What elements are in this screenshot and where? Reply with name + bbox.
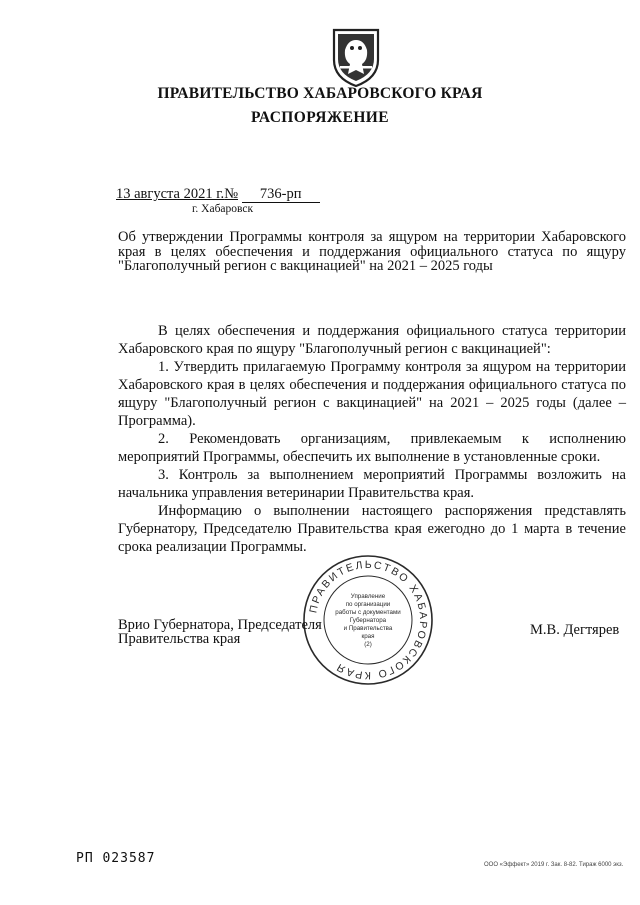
signatory-position [118,618,322,646]
paragraph-2: 2. Рекомендовать организациям, привлекаемым к исполнению мероприятий Программы, обеспечить их выполнение в установленные сроки. [118,431,626,465]
stamp-line-2: по организации [345,601,391,608]
document-body [118,322,626,556]
date-number-line [116,186,320,203]
form-serial-number: РП 023587 [76,851,156,866]
document-number: 736-рп [242,187,320,203]
signatory-name: М.В. Дегтярев [530,622,620,638]
stamp-line-4: Губернатора [349,617,387,624]
position-line-1: Врио Губернатора, Председателя [118,617,322,633]
position-line-2: Правительства края [118,631,241,647]
government-title: ПРАВИТЕЛЬСТВО ХАБАРОВСКОГО КРАЯ [157,85,483,102]
document-type: РАСПОРЯЖЕНИЕ [250,109,390,126]
stamp-line-6: края [361,633,375,640]
city: г. Хабаровск [192,203,254,215]
stamp-line-3: работы с документами [335,609,401,616]
stamp-line-5: и Правительства [343,625,393,632]
document-subject: Об утверждении Программы контроля за ящуром на территории Хабаровского края в целях обеспечения и поддержания официального статуса по ящуру "Благополучный регион с вакцинацией" на 2021 – 2025 годы [118,229,626,274]
number-sign: № [224,186,239,202]
document-date: 13 августа 2021 г. [116,186,225,202]
paragraph-1: 1. Утвердить прилагаемую Программу контроля за ящуром на территории Хабаровского края в целях обеспечения и поддержания официального статуса по ящуру "Благополучный регион с вакцинацией" на 2021 – 2025 годы (далее – Программа). [118,359,626,429]
printer-imprint: ООО «Эффект» 2019 г. Зак. 8-82. Тираж 6000 экз. [484,862,624,868]
stamp-line-1: Управление [350,593,386,600]
paragraph-3: 3. Контроль за выполнением мероприятий Программы возложить на начальника управления ветеринарии Правительства края. [118,467,626,501]
coat-of-arms-icon [328,26,384,88]
paragraph-4: Информацию о выполнении настоящего распоряжения представлять Губернатору, Председателю Правительства края ежегодно до 1 марта в течение срока реализации Программы. [118,503,626,555]
intro-paragraph: В целях обеспечения и поддержания официального статуса территории Хабаровского края по ящуру "Благополучный регион с вакцинацией": [118,323,626,357]
stamp-line-7: (2) [364,641,372,648]
stamp-ring-text: ПРАВИТЕЛЬСТВО ХАБАРОВСКОГО КРАЯ [307,558,430,682]
